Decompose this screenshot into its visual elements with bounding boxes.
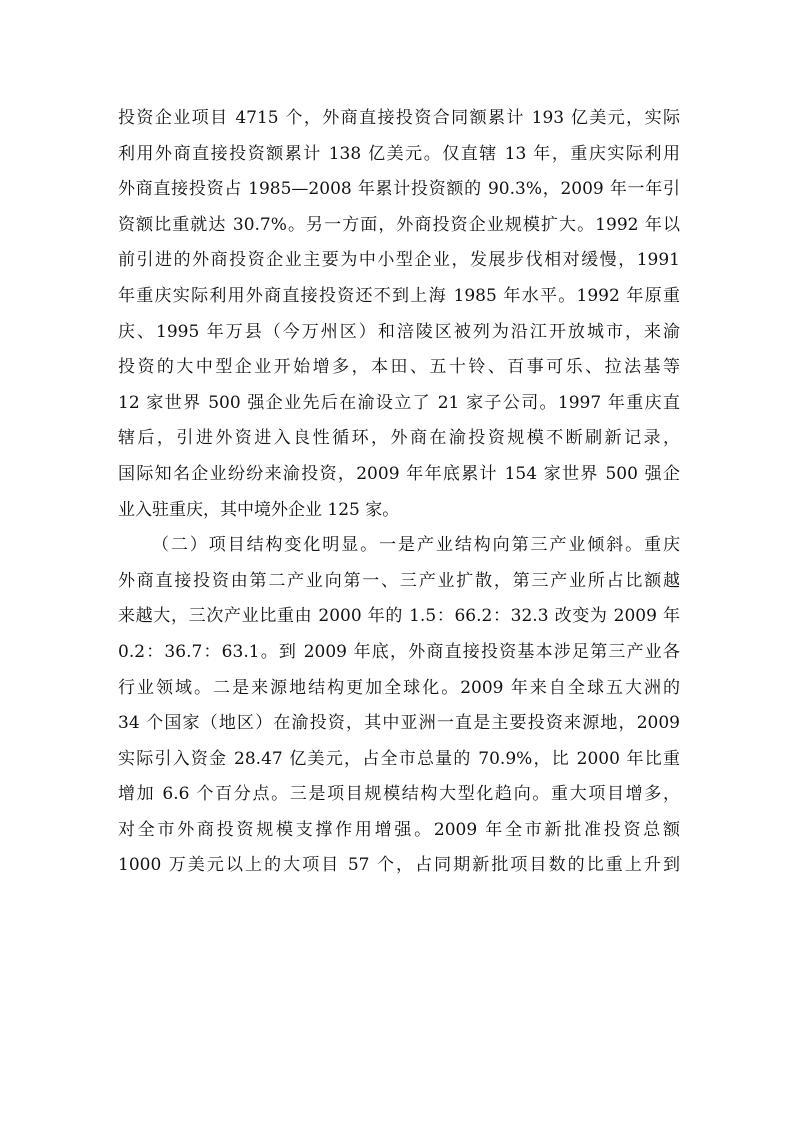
text-line: 利用外商直接投资额累计 138 亿美元。仅直辖 13 年，重庆实际利用 [118, 143, 680, 164]
text-line: 前引进的外商投资企业主要为中小型企业，发展步伐相对缓慢，1991 [118, 250, 680, 271]
paragraph-project-structure [118, 528, 680, 884]
text-line: 业入驻重庆，其中境外企业 125 家。 [118, 499, 400, 520]
text-line: 外商直接投资占 1985—2008 年累计投资额的 90.3%，2009 年一年引 [118, 179, 680, 200]
text-line: 外商直接投资由第二产业向第一、三产业扩散，第三产业所占比额越 [118, 570, 680, 591]
text-line: 1000 万美元以上的大项目 57 个，占同期新批项目数的比重上升到 [118, 855, 680, 876]
text-line: 行业领域。二是来源地结构更加全球化。2009 年来自全球五大洲的 [118, 677, 680, 698]
text-line: 对全市外商投资规模支撑作用增强。2009 年全市新批准投资总额 [118, 819, 680, 840]
text-line: 国际知名企业纷纷来渝投资，2009 年年底累计 154 家世界 500 强企 [118, 463, 680, 484]
text-line: 投资企业项目 4715 个，外商直接投资合同额累计 193 亿美元，实际 [118, 108, 680, 128]
text-line: 资额比重就达 30.7%。另一方面，外商投资企业规模扩大。1992 年以 [118, 214, 680, 235]
text-line: 辖后，引进外资进入良性循环，外商在渝投资规模不断刷新记录， [118, 428, 680, 449]
text-line: 来越大，三次产业比重由 2000 年的 1.5：66.2：32.3 改变为 2009 年 [118, 606, 680, 627]
text-line: 12 家世界 500 强企业先后在渝设立了 21 家子公司。1997 年重庆直 [118, 392, 680, 413]
document-body [118, 101, 680, 884]
paragraph-foreign-investment-growth [118, 101, 680, 528]
text-line: 庆、1995 年万县（今万州区）和涪陵区被列为沿江开放城市，来渝 [118, 321, 680, 342]
text-line: 0.2：36.7：63.1。到 2009 年底，外商直接投资基本涉足第三产业各 [118, 641, 680, 662]
text-line: 实际引入资金 28.47 亿美元，占全市总量的 70.9%，比 2000 年比重 [118, 748, 680, 769]
text-line: 投资的大中型企业开始增多，本田、五十铃、百事可乐、拉法基等 [118, 357, 680, 378]
text-line: 年重庆实际利用外商直接投资还不到上海 1985 年水平。1992 年原重 [118, 285, 680, 306]
text-line: 34 个国家（地区）在渝投资，其中亚洲一直是主要投资来源地，2009 [118, 713, 680, 734]
text-line: 增加 6.6 个百分点。三是项目规模结构大型化趋向。重大项目增多， [118, 784, 680, 805]
text-line: （二）项目结构变化明显。一是产业结构向第三产业倾斜。重庆 [152, 535, 680, 556]
